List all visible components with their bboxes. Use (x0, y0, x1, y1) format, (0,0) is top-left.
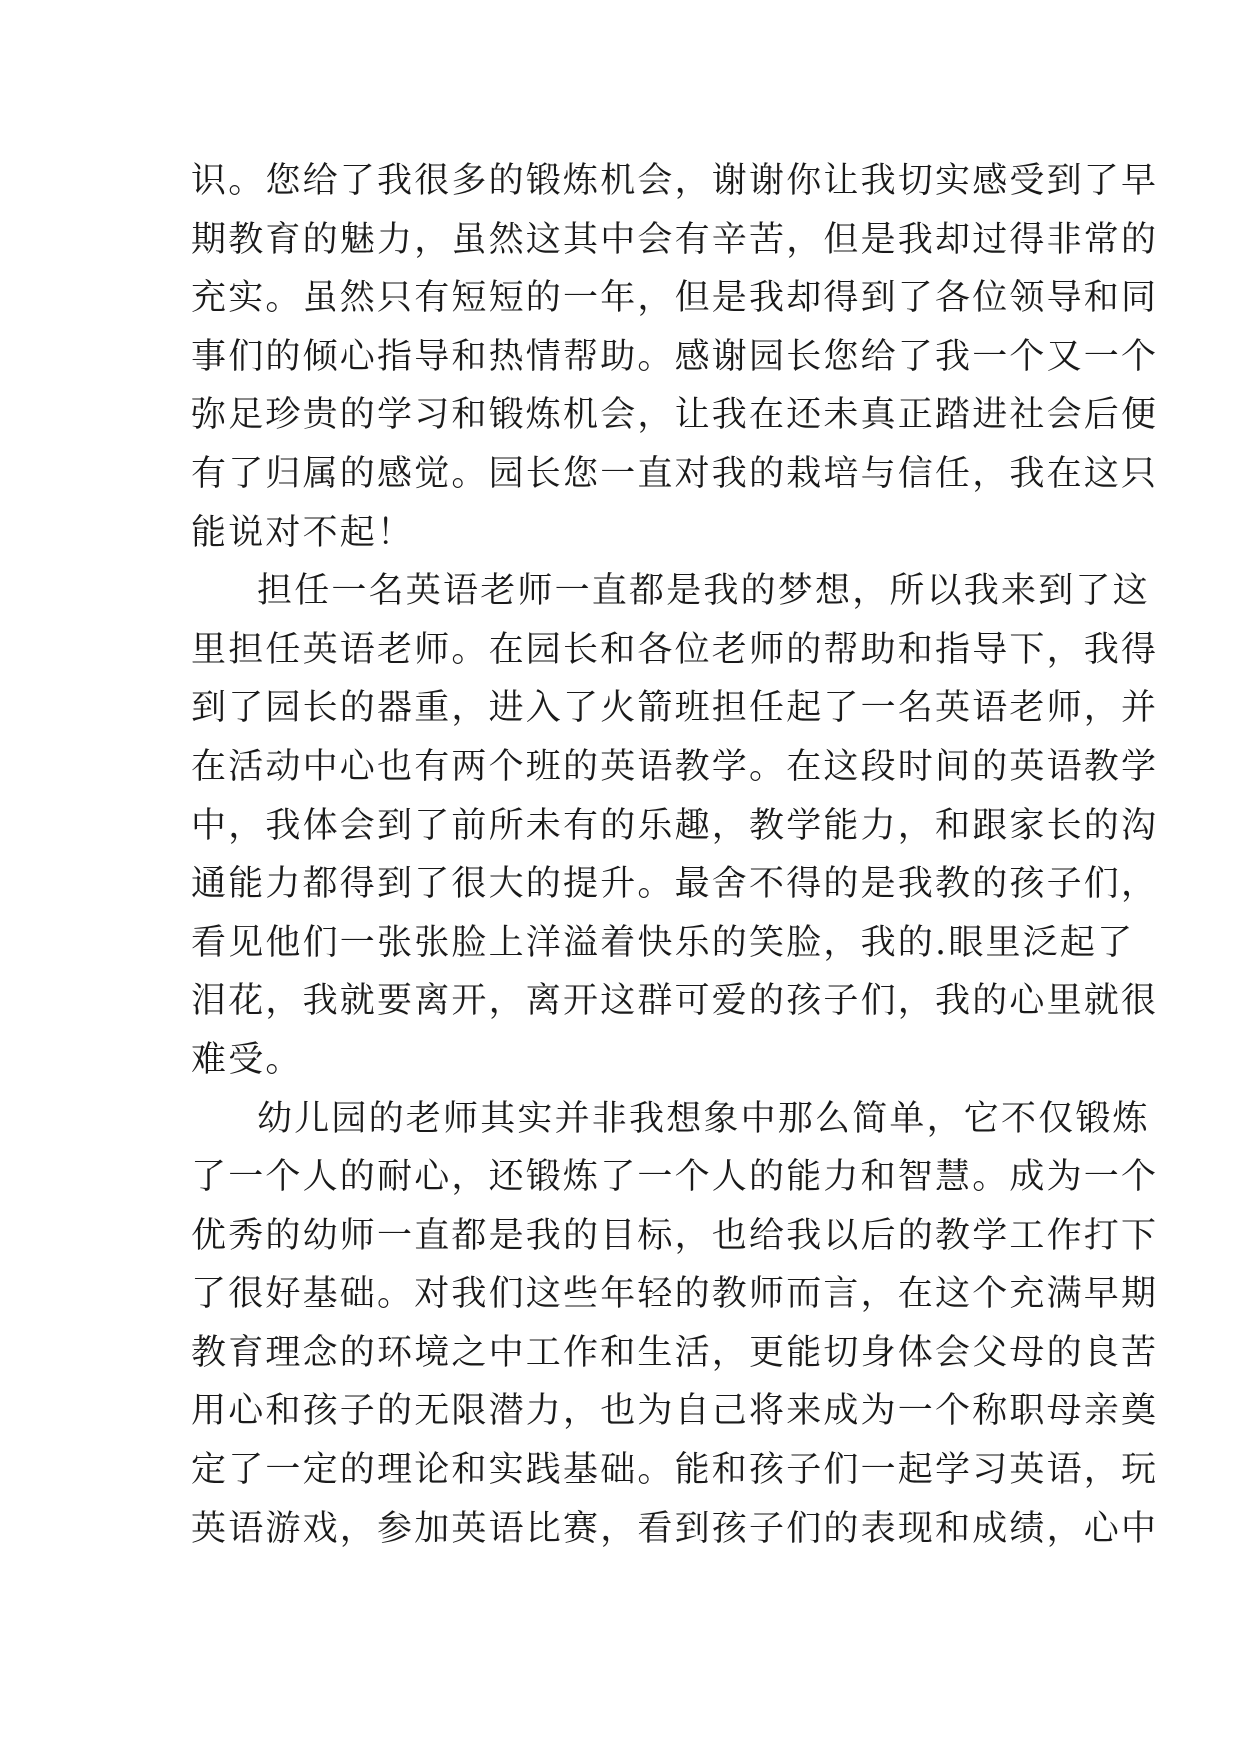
text-line: 弥足珍贵的学习和锻炼机会，让我在还未真正踏进社会后便 (191, 395, 1159, 436)
paragraph-first-line: 幼儿园的老师其实并非我想象中那么简单，它不仅锻炼 (257, 1098, 1150, 1139)
text-line: 定了一定的理论和实践基础。能和孩子们一起学习英语，玩 (191, 1450, 1159, 1491)
text-line: 中，我体会到了前所未有的乐趣，教学能力，和跟家长的沟 (191, 805, 1159, 846)
text-line: 泪花，我就要离开，离开这群可爱的孩子们，我的心里就很 (191, 981, 1159, 1022)
text-line: 在活动中心也有两个班的英语教学。在这段时间的英语教学 (191, 746, 1159, 787)
text-line: 能说对不起！ (191, 512, 415, 553)
text-line: 识。您给了我很多的锻炼机会，谢谢你让我切实感受到了早 (191, 161, 1159, 201)
text-line: 事们的倾心指导和热情帮助。感谢园长您给了我一个又一个 (191, 336, 1159, 377)
text-line: 有了归属的感觉。园长您一直对我的栽培与信任，我在这只 (191, 453, 1159, 494)
text-line: 期教育的魅力，虽然这其中会有辛苦，但是我却过得非常的 (191, 219, 1159, 260)
text-line: 了很好基础。对我们这些年轻的教师而言，在这个充满早期 (191, 1274, 1159, 1315)
paragraph-first-line: 担任一名英语老师一直都是我的梦想，所以我来到了这 (257, 571, 1150, 612)
text-line: 到了园长的器重，进入了火箭班担任起了一名英语老师，并 (191, 688, 1159, 729)
document-body (191, 152, 1159, 1558)
text-line: 教育理念的环境之中工作和生活，更能切身体会父母的良苦 (191, 1332, 1159, 1373)
text-line: 了一个人的耐心，还锻炼了一个人的能力和智慧。成为一个 (191, 1157, 1159, 1198)
text-line: 看见他们一张张脸上洋溢着快乐的笑脸，我的.眼里泛起了 (191, 922, 1135, 963)
text-line: 充实。虽然只有短短的一年，但是我却得到了各位领导和同 (191, 278, 1159, 319)
text-line: 通能力都得到了很大的提升。最舍不得的是我教的孩子们， (191, 864, 1159, 905)
text-line: 用心和孩子的无限潜力，也为自己将来成为一个称职母亲奠 (191, 1391, 1159, 1432)
text-line: 英语游戏，参加英语比赛，看到孩子们的表现和成绩，心中 (191, 1508, 1159, 1549)
text-line: 难受。 (191, 1039, 303, 1080)
text-line: 里担任英语老师。在园长和各位老师的帮助和指导下，我得 (191, 629, 1159, 670)
text-line: 优秀的幼师一直都是我的目标，也给我以后的教学工作打下 (191, 1215, 1159, 1256)
